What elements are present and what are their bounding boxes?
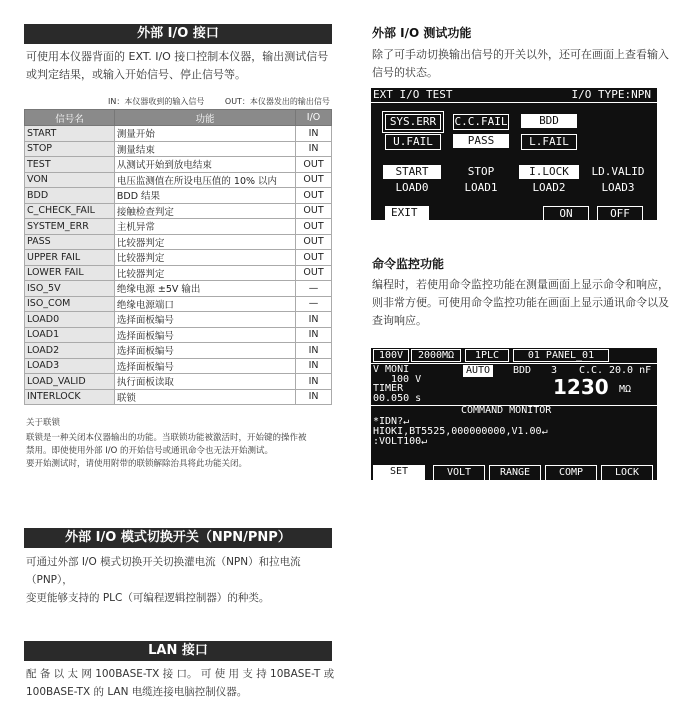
cc-label: C.C. xyxy=(579,365,604,376)
signal-name-cell: LOWER FAIL xyxy=(25,265,115,281)
function-cell: 选择面板编号 xyxy=(114,327,295,343)
function-cell: 比较器判定 xyxy=(114,234,295,250)
legend-in: IN：本仪器收到的输入信号 xyxy=(108,97,205,106)
table-row xyxy=(25,172,332,188)
io-direction-cell: IN xyxy=(296,343,332,359)
exit-button[interactable]: EXIT xyxy=(385,206,429,220)
monitor-title: COMMAND MONITOR xyxy=(461,405,552,416)
function-cell: 联锁 xyxy=(114,389,295,405)
io-test-heading: 外部 I/O 测试功能 xyxy=(372,26,472,40)
softkey-set[interactable]: SET xyxy=(373,465,425,480)
table-row xyxy=(25,312,332,328)
ext-io-description: 可使用本仪器背面的 EXT. I/O 接口控制本仪器，输出测试信号或判定结果，或输入开始信号、停止信号等。 xyxy=(26,50,329,81)
io-direction-cell: OUT xyxy=(296,188,332,204)
io-signal-table xyxy=(24,109,332,405)
io-direction-cell: IN xyxy=(296,327,332,343)
table-row xyxy=(25,126,332,142)
in-stop-indicator: STOP xyxy=(467,165,495,178)
signal-name-cell: PASS xyxy=(25,234,115,250)
cc-value: 20.0 nF xyxy=(609,365,652,376)
header-signal: 信号名 xyxy=(25,110,115,126)
signal-name-cell: ISO_COM xyxy=(25,296,115,312)
in-load1-indicator: LOAD1 xyxy=(464,181,498,194)
signal-name-cell: START xyxy=(25,126,115,142)
cmd-line2: 则非常方便。可使用命令监控功能在画面上显示通讯命令以及 xyxy=(372,296,669,309)
io-test-line2: 信号的状态。 xyxy=(372,66,438,79)
header-io: I/O xyxy=(296,110,332,126)
io-direction-cell: OUT xyxy=(296,265,332,281)
interlock-note xyxy=(26,417,336,471)
signal-name-cell: STOP xyxy=(25,141,115,157)
table-row xyxy=(25,141,332,157)
header-function: 功能 xyxy=(114,110,295,126)
function-cell: 主机异常 xyxy=(114,219,295,235)
tab-voltage[interactable]: 100V xyxy=(373,349,409,362)
lan-line2: 100BASE-TX 的 LAN 电缆连接电脑控制仪器。 xyxy=(26,686,248,698)
io-test-line1: 除了可手动切换输出信号的开关以外，还可在画面上查看输入 xyxy=(372,48,669,61)
function-cell: 测量结束 xyxy=(114,141,295,157)
monitor-cmd-3: :VOLT100↵ xyxy=(373,436,428,447)
io-direction-cell: IN xyxy=(296,141,332,157)
function-cell: 测量开始 xyxy=(114,126,295,142)
monitor-cmd-2: HIOKI,BT5525,000000000,V1.00↵ xyxy=(373,426,548,437)
table-row xyxy=(25,374,332,390)
function-cell: 电压监测值在所设电压值的 10% 以内 xyxy=(114,172,295,188)
in-ldvalid-indicator: LD.VALID xyxy=(591,165,645,178)
out-l-fail-button[interactable]: L.FAIL xyxy=(521,134,577,150)
table-row xyxy=(25,281,332,297)
off-button[interactable]: OFF xyxy=(597,206,643,220)
tab-divider xyxy=(371,363,657,364)
in-load2-indicator: LOAD2 xyxy=(532,181,566,194)
resistance-unit: MΩ xyxy=(619,384,632,395)
signal-name-cell: UPPER FAIL xyxy=(25,250,115,266)
out-sys-err-button[interactable]: SYS.ERR xyxy=(385,114,441,130)
signal-name-cell: INTERLOCK xyxy=(25,389,115,405)
v-moni-value: 100 V xyxy=(391,374,422,385)
function-cell: 绝缘电源 ±5V 输出 xyxy=(114,281,295,297)
signal-name-cell: SYSTEM_ERR xyxy=(25,219,115,235)
function-cell: 比较器判定 xyxy=(114,265,295,281)
signal-name-cell: LOAD3 xyxy=(25,358,115,374)
io-direction-cell: OUT xyxy=(296,172,332,188)
cmd-monitor-heading: 命令监控功能 xyxy=(372,257,445,271)
softkey-volt[interactable]: VOLT xyxy=(433,465,485,480)
io-direction-cell: OUT xyxy=(296,219,332,235)
signal-name-cell: LOAD0 xyxy=(25,312,115,328)
io-test-text xyxy=(372,46,672,82)
npn-line2: 变更能够支持的 PLC（可编程逻辑控制器）的种类。 xyxy=(26,592,270,604)
lan-line1: 配 备 以 太 网 100BASE-TX 接 口。 可 使 用 支 持 10BASE-T 或 xyxy=(26,668,335,680)
io-direction-cell: OUT xyxy=(296,250,332,266)
cmd-line3: 查询响应。 xyxy=(372,314,427,327)
tab-speed[interactable]: 1PLC xyxy=(465,349,509,362)
npn-pnp-banner: 外部 I/O 模式切换开关（NPN/PNP） xyxy=(24,528,332,548)
signal-name-cell: ISO_5V xyxy=(25,281,115,297)
resistance-reading: 1230 xyxy=(553,375,609,399)
timer-label: TIMER xyxy=(373,383,404,394)
bdd-label: BDD xyxy=(513,365,532,376)
npn-pnp-text xyxy=(26,553,336,607)
out-cc-fail-button[interactable]: C.C.FAIL xyxy=(454,115,508,128)
io-direction-cell: IN xyxy=(296,389,332,405)
function-cell: 选择面板编号 xyxy=(114,358,295,374)
table-row xyxy=(25,343,332,359)
function-cell: 选择面板编号 xyxy=(114,312,295,328)
table-row xyxy=(25,203,332,219)
signal-name-cell: C_CHECK_FAIL xyxy=(25,203,115,219)
io-direction-cell: — xyxy=(296,281,332,297)
screen-header-left: EXT I/O TEST xyxy=(373,88,453,101)
function-cell: 接触检查判定 xyxy=(114,203,295,219)
signal-name-cell: TEST xyxy=(25,157,115,173)
table-header-row xyxy=(25,110,332,126)
io-direction-cell: IN xyxy=(296,126,332,142)
in-load0-indicator: LOAD0 xyxy=(395,181,429,194)
out-bdd-button[interactable]: BDD xyxy=(521,114,577,128)
table-row xyxy=(25,250,332,266)
interlock-note-line3: 要开始测试时，请使用附带的联锁解除治具将此功能关闭。 xyxy=(26,459,248,469)
io-direction-cell: IN xyxy=(296,358,332,374)
table-row xyxy=(25,219,332,235)
io-legend xyxy=(108,96,348,107)
io-direction-cell: OUT xyxy=(296,203,332,219)
table-row xyxy=(25,265,332,281)
table-row xyxy=(25,389,332,405)
softkey-lock[interactable]: LOCK xyxy=(601,465,653,480)
lan-text xyxy=(26,665,336,701)
table-row xyxy=(25,234,332,250)
on-button[interactable]: ON xyxy=(543,206,589,220)
table-row xyxy=(25,296,332,312)
in-ilock-indicator: I.LOCK xyxy=(519,165,579,179)
timer-value: 00.050 s xyxy=(373,393,422,404)
out-pass-button[interactable]: PASS xyxy=(453,134,509,148)
monitor-cmd-1: *IDN?↵ xyxy=(373,416,410,427)
tab-panel[interactable]: 01 PANEL_01 xyxy=(513,349,609,362)
legend-out: OUT：本仪器发出的输出信号 xyxy=(224,97,330,106)
function-cell: BDD 结果 xyxy=(114,188,295,204)
table-row xyxy=(25,157,332,173)
in-load3-indicator: LOAD3 xyxy=(601,181,635,194)
command-monitor-screen xyxy=(371,348,657,480)
function-cell: 从测试开始到放电结束 xyxy=(114,157,295,173)
function-cell: 绝缘电源端口 xyxy=(114,296,295,312)
screen-header-right: I/O TYPE:NPN xyxy=(571,88,651,101)
tab-range[interactable]: 2000MΩ xyxy=(411,349,461,362)
signal-name-cell: LOAD_VALID xyxy=(25,374,115,390)
lan-banner: LAN 接口 xyxy=(24,641,332,661)
cmd-monitor-text xyxy=(372,276,672,330)
ext-io-test-screen xyxy=(371,88,657,220)
auto-badge: AUTO xyxy=(463,365,493,377)
interlock-note-line1: 联锁是一种关闭本仪器输出的功能。当联锁功能被激活时，开始键的操作被 xyxy=(26,433,307,443)
io-direction-cell: IN xyxy=(296,374,332,390)
signal-name-cell: BDD xyxy=(25,188,115,204)
v-moni-label: V MONI xyxy=(373,364,410,375)
out-u-fail-button[interactable]: U.FAIL xyxy=(385,134,441,150)
table-row xyxy=(25,188,332,204)
table-row xyxy=(25,327,332,343)
signal-name-cell: LOAD1 xyxy=(25,327,115,343)
io-direction-cell: IN xyxy=(296,312,332,328)
io-direction-cell: OUT xyxy=(296,234,332,250)
header-divider xyxy=(371,102,657,103)
ext-io-banner: 外部 I/O 接口 xyxy=(24,24,332,44)
function-cell: 选择面板编号 xyxy=(114,343,295,359)
io-direction-cell: — xyxy=(296,296,332,312)
in-start-indicator: START xyxy=(383,165,441,179)
signal-name-cell: LOAD2 xyxy=(25,343,115,359)
npn-line1: 可通过外部 I/O 模式切换开关切换灌电流（NPN）和拉电流（PNP）， xyxy=(26,556,301,586)
function-cell: 比较器判定 xyxy=(114,250,295,266)
softkey-range[interactable]: RANGE xyxy=(489,465,541,480)
signal-name-cell: VON xyxy=(25,172,115,188)
table-row xyxy=(25,358,332,374)
interlock-note-line2: 禁用。即使使用外部 I/O 的开始信号或通讯命令也无法开始测试。 xyxy=(26,446,273,456)
softkey-comp[interactable]: COMP xyxy=(545,465,597,480)
bdd-value: 3 xyxy=(551,365,558,376)
cmd-line1: 编程时，若使用命令监控功能在测量画面上显示命令和响应， xyxy=(372,278,669,291)
function-cell: 执行面板读取 xyxy=(114,374,295,390)
interlock-note-title: 关于联锁 xyxy=(26,418,61,428)
io-direction-cell: OUT xyxy=(296,157,332,173)
